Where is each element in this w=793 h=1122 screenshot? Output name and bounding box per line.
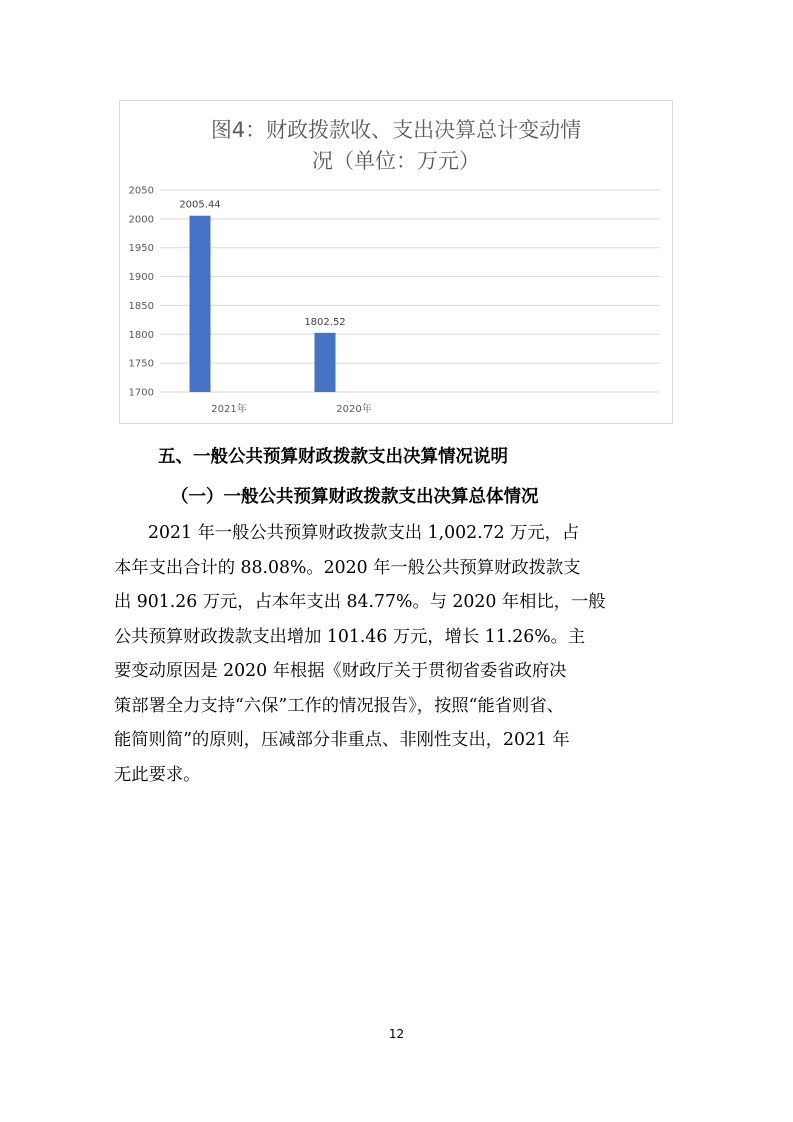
paragraph-line: 本年支出合计的 88.08%。2020 年一般公共预算财政拨款支 xyxy=(114,557,581,578)
chart-figure xyxy=(119,100,673,424)
bar-chart xyxy=(120,101,672,423)
y-tick-label: 1750 xyxy=(128,358,154,370)
data-label: 1802.52 xyxy=(304,316,346,328)
paragraph-line: 无此要求。 xyxy=(114,764,201,785)
body-paragraph xyxy=(114,516,674,792)
paragraph-line: 要变动原因是 2020 年根据《财政厅关于贯彻省委省政府决 xyxy=(114,661,567,681)
paragraph-line: 2021 年一般公共预算财政拨款支出 1,002.72 万元，占 xyxy=(148,523,580,543)
chart-title-line-1: 图4：财政拨款收、支出决算总计变动情 xyxy=(210,118,582,142)
page-number: 12 xyxy=(388,1027,405,1041)
paragraph-line: 策部署全力支持“六保”工作的情况报告》，按照“能省则省、 xyxy=(114,695,564,716)
y-tick-label: 2000 xyxy=(128,214,154,226)
bar xyxy=(315,333,336,392)
paragraph-line: 能简则简”的原则，压减部分非重点、非刚性支出，2021 年 xyxy=(114,730,570,750)
y-tick-label: 2050 xyxy=(128,185,154,197)
x-category-label: 2020年 xyxy=(336,404,372,415)
data-label: 2005.44 xyxy=(179,199,221,211)
sub-heading: （一）一般公共预算财政拨款支出决算总体情况 xyxy=(171,487,539,507)
paragraph-line: 公共预算财政拨款支出增加 101.46 万元，增长 11.26%。主 xyxy=(114,626,586,647)
y-tick-label: 1950 xyxy=(128,243,154,255)
y-tick-label: 1900 xyxy=(128,272,154,284)
section-heading: 五、一般公共预算财政拨款支出决算情况说明 xyxy=(158,447,508,467)
y-tick-label: 1700 xyxy=(128,387,154,399)
bar xyxy=(190,216,211,392)
x-category-label: 2021年 xyxy=(211,404,247,415)
y-tick-label: 1800 xyxy=(128,329,154,341)
chart-title-line-2: 况（单位：万元） xyxy=(312,149,480,173)
y-tick-label: 1850 xyxy=(128,300,154,312)
paragraph-line: 出 901.26 万元，占本年支出 84.77%。与 2020 年相比，一般 xyxy=(114,592,606,612)
